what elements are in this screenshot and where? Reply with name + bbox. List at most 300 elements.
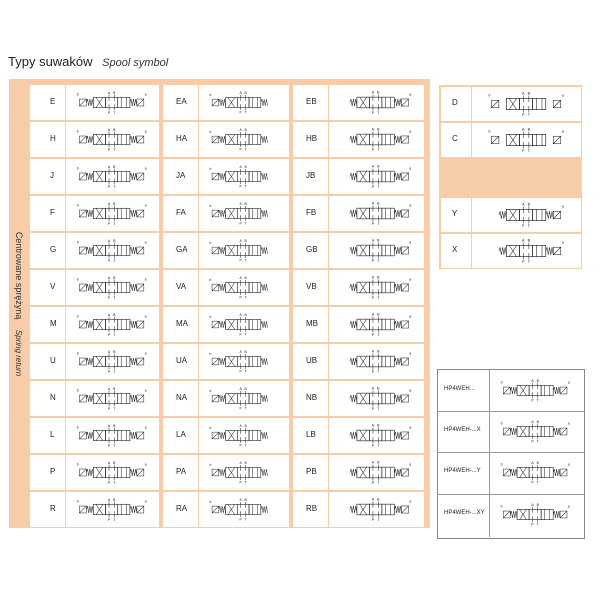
port-t-label: T xyxy=(244,332,247,337)
spool-code: RA xyxy=(176,504,188,513)
spool-code-cell xyxy=(163,85,198,120)
port-t-label: T xyxy=(244,443,247,448)
spool-code-cell xyxy=(293,159,328,194)
solenoid-b-label: b xyxy=(76,462,79,467)
port-t-label: T xyxy=(113,369,116,374)
valve-symbol xyxy=(332,346,421,377)
valve-symbol xyxy=(332,235,421,266)
port-t-label: T xyxy=(113,332,116,337)
port-b-label: B xyxy=(244,239,247,244)
valve-symbol xyxy=(69,235,156,266)
port-p-label: P xyxy=(107,332,111,337)
port-a-label: A xyxy=(521,238,525,243)
port-b-label: B xyxy=(244,424,247,429)
solenoid-a-label: a xyxy=(409,240,412,245)
hp4weh-symbol xyxy=(492,413,580,450)
port-b-label: B xyxy=(113,497,116,502)
port-a-label: A xyxy=(371,238,375,243)
solenoid-b-label: b xyxy=(487,129,491,134)
spool-code-cell xyxy=(163,270,198,305)
port-p-label: P xyxy=(371,444,375,449)
port-t-label: T xyxy=(377,407,380,412)
port-a-label: A xyxy=(239,91,242,96)
port-a-label: A xyxy=(521,202,525,207)
port-p-label: P xyxy=(239,517,242,522)
port-p-label: P xyxy=(239,184,242,189)
port-a-label: A xyxy=(239,202,242,207)
spool-code-cell xyxy=(163,344,198,379)
spool-symbol-cell xyxy=(472,234,581,268)
spool-symbol-cell xyxy=(472,123,581,157)
spool-code-cell xyxy=(163,492,198,527)
valve-symbol xyxy=(202,383,286,414)
spool-symbol-cell xyxy=(329,233,424,268)
valve-symbol xyxy=(202,272,286,303)
solenoid-a-label: a xyxy=(409,499,412,504)
spool-code-cell xyxy=(30,492,65,527)
valve-symbol xyxy=(477,125,577,155)
spool-symbol-cell xyxy=(66,159,159,194)
port-a-label: A xyxy=(371,349,375,354)
port-p-label: P xyxy=(107,110,111,115)
spool-code: MA xyxy=(176,319,188,328)
hp4weh-code: HP4WEH-...XY xyxy=(444,510,485,516)
solenoid-b-label: b xyxy=(209,425,212,430)
port-t-label: T xyxy=(377,185,380,190)
solenoid-b-label: b xyxy=(487,93,491,98)
hp4weh-symbol xyxy=(492,496,580,533)
port-t-label: T xyxy=(113,480,116,485)
valve-symbol xyxy=(332,383,421,414)
spool-symbol-cell xyxy=(329,344,424,379)
hp4weh-symbol xyxy=(492,454,580,491)
port-b-label: B xyxy=(113,386,116,391)
valve-symbol xyxy=(202,235,286,266)
spool-symbol-cell xyxy=(199,270,289,305)
solenoid-a-label: a xyxy=(409,92,412,97)
spool-code: D xyxy=(452,98,458,107)
hp4weh-symbol xyxy=(492,372,580,409)
valve-symbol xyxy=(332,494,421,525)
spool-code: Y xyxy=(452,209,458,218)
spool-code-cell xyxy=(163,455,198,490)
port-t-label: T xyxy=(377,370,380,375)
port-a-label: A xyxy=(107,497,111,502)
valve-symbol xyxy=(493,414,579,449)
solenoid-a-label: a xyxy=(567,504,570,509)
port-p-label: P xyxy=(371,518,375,523)
port-b-label: B xyxy=(377,460,380,465)
port-a-label: A xyxy=(239,350,242,355)
port-b-label: B xyxy=(527,127,530,132)
spool-code: FA xyxy=(176,208,186,217)
port-t-label: T xyxy=(113,110,116,115)
valve-symbol xyxy=(69,420,156,451)
port-b-label: B xyxy=(244,387,247,392)
spool-code-cell xyxy=(30,85,65,120)
port-p-label: P xyxy=(239,480,242,485)
spool-code: PB xyxy=(306,467,317,476)
spool-code: GA xyxy=(176,245,188,254)
spool-symbol-cell xyxy=(66,381,159,416)
solenoid-b-label: b xyxy=(209,203,212,208)
port-p-label: P xyxy=(107,517,111,522)
solenoid-a-label: a xyxy=(409,351,412,356)
port-p-label: P xyxy=(521,149,525,154)
port-b-label: B xyxy=(527,238,530,243)
port-a-label: A xyxy=(521,127,525,132)
solenoid-b-label: b xyxy=(76,129,79,134)
hp4weh-code: HP4WEH-...X xyxy=(444,427,481,433)
spool-code-cell xyxy=(30,122,65,157)
spool-symbol-cell xyxy=(472,87,581,121)
port-a-label: A xyxy=(239,461,242,466)
port-b-label: B xyxy=(244,498,247,503)
port-a-label: A xyxy=(107,164,111,169)
port-p-label: P xyxy=(531,522,534,527)
port-p-label: P xyxy=(521,260,525,265)
port-t-label: T xyxy=(377,148,380,153)
port-t-label: T xyxy=(244,184,247,189)
port-a-label: A xyxy=(531,419,534,424)
port-a-label: A xyxy=(107,90,111,95)
valve-symbol xyxy=(477,89,577,119)
port-b-label: B xyxy=(244,165,247,170)
port-t-label: T xyxy=(113,443,116,448)
port-t-label: T xyxy=(244,221,247,226)
spool-symbol-cell xyxy=(66,344,159,379)
port-p-label: P xyxy=(107,258,111,263)
valve-symbol xyxy=(202,309,286,340)
spool-symbol-cell xyxy=(199,455,289,490)
port-t-label: T xyxy=(244,110,247,115)
valve-symbol xyxy=(332,272,421,303)
port-b-label: B xyxy=(536,460,539,465)
valve-symbol xyxy=(69,346,156,377)
valve-symbol xyxy=(69,383,156,414)
port-t-label: T xyxy=(244,369,247,374)
port-b-label: B xyxy=(244,350,247,355)
port-t-label: T xyxy=(244,406,247,411)
spool-symbol-cell xyxy=(329,381,424,416)
port-p-label: P xyxy=(107,221,111,226)
port-p-label: P xyxy=(531,439,534,444)
port-p-label: P xyxy=(371,296,375,301)
port-a-label: A xyxy=(239,165,242,170)
spool-code: JA xyxy=(176,171,186,180)
solenoid-a-label: a xyxy=(567,380,570,385)
spool-code: E xyxy=(50,97,56,106)
port-b-label: B xyxy=(113,164,116,169)
port-b-label: B xyxy=(377,497,380,502)
solenoid-b-label: b xyxy=(76,277,79,282)
spool-code: H xyxy=(50,134,56,143)
spool-symbol-cell xyxy=(66,122,159,157)
port-p-label: P xyxy=(107,443,111,448)
spool-code-cell xyxy=(293,492,328,527)
port-b-label: B xyxy=(113,275,116,280)
port-b-label: B xyxy=(244,91,247,96)
spool-symbol-cell xyxy=(329,307,424,342)
port-b-label: B xyxy=(113,312,116,317)
spool-code-cell xyxy=(293,307,328,342)
spool-symbol-cell xyxy=(199,418,289,453)
port-a-label: A xyxy=(371,90,375,95)
port-t-label: T xyxy=(377,259,380,264)
solenoid-a-label: a xyxy=(144,92,147,97)
port-p-label: P xyxy=(107,369,111,374)
valve-symbol xyxy=(69,124,156,155)
spool-code-cell xyxy=(293,381,328,416)
solenoid-a-label: a xyxy=(567,462,570,467)
valve-symbol xyxy=(69,198,156,229)
spool-code: RB xyxy=(306,504,318,513)
port-a-label: A xyxy=(371,201,375,206)
valve-symbol xyxy=(332,124,421,155)
port-a-label: A xyxy=(531,502,534,507)
spool-code: LB xyxy=(306,430,316,439)
hp4weh-code: HP4WEH-...Y xyxy=(444,468,481,474)
port-t-label: T xyxy=(377,333,380,338)
valve-symbol xyxy=(69,272,156,303)
valve-symbol xyxy=(332,87,421,118)
port-p-label: P xyxy=(239,406,242,411)
port-b-label: B xyxy=(113,127,116,132)
port-p-label: P xyxy=(521,224,525,229)
port-t-label: T xyxy=(377,444,380,449)
column-divider xyxy=(489,370,490,537)
valve-symbol xyxy=(69,494,156,525)
port-b-label: B xyxy=(527,202,530,207)
spool-code: PA xyxy=(176,467,187,476)
spool-code-cell xyxy=(163,381,198,416)
solenoid-b-label: b xyxy=(500,421,503,426)
spool-symbol-cell xyxy=(329,85,424,120)
solenoid-b-label: b xyxy=(209,462,212,467)
port-t-label: T xyxy=(113,147,116,152)
port-a-label: A xyxy=(107,275,111,280)
spool-code: EB xyxy=(306,97,317,106)
valve-symbol xyxy=(493,373,579,408)
spool-symbol-cell xyxy=(329,270,424,305)
port-t-label: T xyxy=(113,221,116,226)
port-t-label: T xyxy=(113,517,116,522)
spool-code: R xyxy=(50,504,56,513)
port-t-label: T xyxy=(527,149,530,154)
port-p-label: P xyxy=(371,148,375,153)
spool-symbol-cell xyxy=(66,418,159,453)
spool-code: LA xyxy=(176,430,186,439)
spool-code-cell xyxy=(441,87,471,121)
port-t-label: T xyxy=(527,224,530,229)
valve-symbol xyxy=(477,200,577,230)
port-b-label: B xyxy=(377,127,380,132)
spool-code: V xyxy=(50,282,56,291)
port-b-label: B xyxy=(536,419,539,424)
solenoid-a-label: a xyxy=(144,277,147,282)
hp4weh-code: HP4WEH... xyxy=(444,386,475,392)
port-p-label: P xyxy=(239,110,242,115)
spool-code-cell xyxy=(293,85,328,120)
port-a-label: A xyxy=(371,460,375,465)
spool-code: J xyxy=(50,171,54,180)
solenoid-b-label: b xyxy=(209,388,212,393)
solenoid-a-label: a xyxy=(409,129,412,134)
spool-code-cell xyxy=(441,123,471,157)
valve-symbol xyxy=(202,87,286,118)
port-b-label: B xyxy=(377,312,380,317)
port-t-label: T xyxy=(244,147,247,152)
port-t-label: T xyxy=(113,295,116,300)
port-b-label: B xyxy=(377,238,380,243)
port-p-label: P xyxy=(531,480,534,485)
port-p-label: P xyxy=(371,333,375,338)
spool-code-cell xyxy=(163,418,198,453)
port-a-label: A xyxy=(239,387,242,392)
port-a-label: A xyxy=(107,460,111,465)
spool-code-cell xyxy=(30,233,65,268)
solenoid-b-label: b xyxy=(209,129,212,134)
spool-code-cell xyxy=(293,455,328,490)
solenoid-a-label: a xyxy=(144,388,147,393)
port-a-label: A xyxy=(239,498,242,503)
spool-code: EA xyxy=(176,97,187,106)
port-a-label: A xyxy=(107,201,111,206)
spool-code: UB xyxy=(306,356,318,365)
solenoid-b-label: b xyxy=(500,380,503,385)
solenoid-a-label: a xyxy=(144,499,147,504)
spool-code: P xyxy=(50,467,56,476)
spool-code-cell xyxy=(441,234,471,268)
spool-code: G xyxy=(50,245,57,254)
row-divider xyxy=(438,411,584,412)
port-b-label: B xyxy=(536,502,539,507)
spool-code: HA xyxy=(176,134,188,143)
spool-symbol-cell xyxy=(199,159,289,194)
port-p-label: P xyxy=(107,147,111,152)
spool-symbol-cell xyxy=(66,196,159,231)
port-t-label: T xyxy=(536,439,539,444)
port-t-label: T xyxy=(536,398,539,403)
solenoid-a-label: a xyxy=(567,421,570,426)
solenoid-a-label: a xyxy=(409,166,412,171)
port-t-label: T xyxy=(527,113,530,118)
spool-code-cell xyxy=(163,196,198,231)
spool-code-cell xyxy=(30,455,65,490)
spool-symbol-cell xyxy=(199,122,289,157)
valve-symbol xyxy=(69,87,156,118)
port-b-label: B xyxy=(377,423,380,428)
port-t-label: T xyxy=(377,481,380,486)
solenoid-a-label: a xyxy=(144,425,147,430)
solenoid-b-label: b xyxy=(76,166,79,171)
spool-code-cell xyxy=(293,196,328,231)
valve-symbol xyxy=(477,236,577,266)
spool-code: UA xyxy=(176,356,188,365)
spool-code-cell xyxy=(30,159,65,194)
solenoid-b-label: b xyxy=(76,351,79,356)
spool-code-cell xyxy=(163,307,198,342)
port-a-label: A xyxy=(371,275,375,280)
valve-symbol xyxy=(202,161,286,192)
port-b-label: B xyxy=(244,461,247,466)
spool-code: NA xyxy=(176,393,188,402)
solenoid-b-label: b xyxy=(500,462,503,467)
port-a-label: A xyxy=(107,349,111,354)
spool-code: X xyxy=(452,245,458,254)
solenoid-a-label: a xyxy=(409,388,412,393)
port-t-label: T xyxy=(113,406,116,411)
spool-symbol-cell xyxy=(199,307,289,342)
port-b-label: B xyxy=(113,349,116,354)
spool-code-cell xyxy=(293,270,328,305)
port-t-label: T xyxy=(377,296,380,301)
valve-symbol xyxy=(69,457,156,488)
port-a-label: A xyxy=(531,460,534,465)
solenoid-b-label: b xyxy=(76,203,79,208)
port-t-label: T xyxy=(244,295,247,300)
solenoid-a-label: a xyxy=(409,277,412,282)
spool-code-cell xyxy=(163,233,198,268)
port-a-label: A xyxy=(239,313,242,318)
spool-symbol-cell xyxy=(66,307,159,342)
port-a-label: A xyxy=(371,164,375,169)
valve-symbol xyxy=(202,420,286,451)
valve-symbol xyxy=(202,198,286,229)
port-a-label: A xyxy=(239,276,242,281)
port-p-label: P xyxy=(531,398,534,403)
solenoid-b-label: b xyxy=(76,92,79,97)
port-p-label: P xyxy=(371,222,375,227)
spool-code: C xyxy=(452,134,458,143)
valve-symbol xyxy=(332,420,421,451)
solenoid-b-label: b xyxy=(209,499,212,504)
port-a-label: A xyxy=(239,128,242,133)
spool-code: JB xyxy=(306,171,316,180)
port-a-label: A xyxy=(107,386,111,391)
solenoid-a-label: a xyxy=(561,204,564,209)
port-t-label: T xyxy=(377,518,380,523)
port-p-label: P xyxy=(371,185,375,190)
spool-code-cell xyxy=(30,307,65,342)
port-p-label: P xyxy=(239,221,242,226)
spool-code-cell xyxy=(30,270,65,305)
port-p-label: P xyxy=(371,111,375,116)
spool-code: MB xyxy=(306,319,318,328)
spool-code-cell xyxy=(30,344,65,379)
port-p-label: P xyxy=(107,184,111,189)
spool-code-cell xyxy=(293,233,328,268)
port-t-label: T xyxy=(244,258,247,263)
solenoid-a-label: a xyxy=(144,314,147,319)
spool-symbol-cell xyxy=(199,381,289,416)
spool-symbol-cell xyxy=(199,85,289,120)
port-a-label: A xyxy=(531,378,534,383)
spool-code-cell xyxy=(293,344,328,379)
valve-symbol xyxy=(69,161,156,192)
solenoid-a-label: a xyxy=(144,129,147,134)
port-a-label: A xyxy=(107,423,111,428)
spool-code-cell xyxy=(163,159,198,194)
spool-symbol-cell xyxy=(199,492,289,527)
spool-code-cell xyxy=(30,418,65,453)
spool-symbol-cell xyxy=(199,196,289,231)
valve-symbol xyxy=(332,198,421,229)
valve-symbol xyxy=(493,497,579,532)
solenoid-b-label: b xyxy=(76,499,79,504)
port-a-label: A xyxy=(107,127,111,132)
port-t-label: T xyxy=(536,522,539,527)
